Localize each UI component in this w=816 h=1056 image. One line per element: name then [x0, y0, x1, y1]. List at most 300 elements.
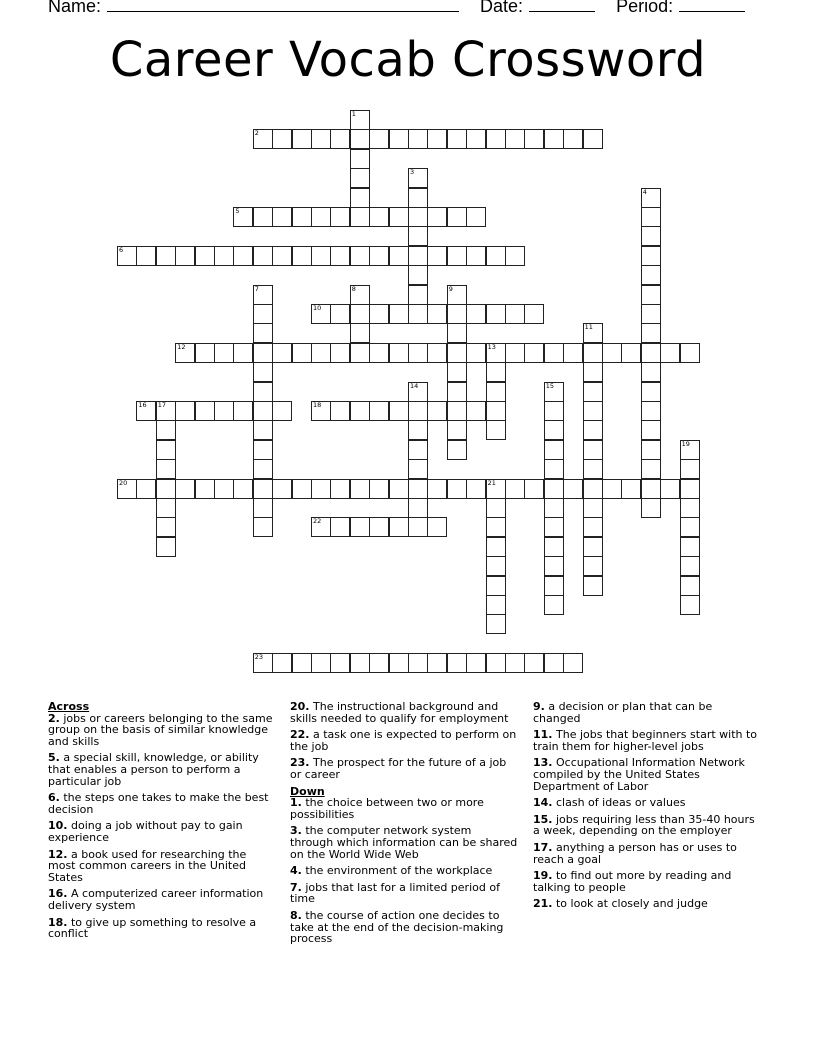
clue-text: the computer network system through which information can be shared on the World Wide Web: [290, 824, 518, 861]
crossword-cell[interactable]: [641, 265, 661, 285]
clue-item: [533, 757, 763, 792]
crossword-cell[interactable]: [680, 595, 700, 615]
crossword-cell[interactable]: [486, 362, 506, 382]
crossword-cell[interactable]: [330, 479, 350, 499]
crossword-cell[interactable]: [466, 401, 486, 421]
crossword-cell[interactable]: [583, 459, 603, 479]
crossword-cell[interactable]: [311, 653, 331, 673]
crossword-cell[interactable]: [272, 129, 292, 149]
crossword-cell[interactable]: [389, 246, 409, 266]
crossword-cell[interactable]: [253, 285, 273, 305]
crossword-cell[interactable]: [641, 479, 661, 499]
crossword-cell[interactable]: [136, 401, 156, 421]
crossword-cell[interactable]: [486, 653, 506, 673]
crossword-cell[interactable]: [350, 207, 370, 227]
clue-number: 5.: [48, 751, 60, 765]
crossword-cell[interactable]: [156, 479, 176, 499]
crossword-cell[interactable]: [408, 129, 428, 149]
crossword-cell[interactable]: [350, 285, 370, 305]
crossword-cell[interactable]: [389, 401, 409, 421]
clue-text: a book used for researching the most common careers in the United States: [48, 847, 247, 884]
crossword-cell[interactable]: [505, 129, 525, 149]
crossword-cell[interactable]: [641, 246, 661, 266]
crossword-cell[interactable]: [253, 498, 273, 518]
crossword-cell[interactable]: [583, 129, 603, 149]
crossword-cell[interactable]: [427, 479, 447, 499]
crossword-cell[interactable]: [389, 207, 409, 227]
crossword-cell[interactable]: [369, 246, 389, 266]
crossword-cell[interactable]: [350, 517, 370, 537]
crossword-cell[interactable]: [292, 343, 312, 363]
crossword-cell[interactable]: [156, 440, 176, 460]
crossword-cell[interactable]: [583, 556, 603, 576]
clue-number-label: 14: [410, 381, 419, 390]
crossword-cell[interactable]: [311, 246, 331, 266]
crossword-cell[interactable]: [408, 420, 428, 440]
crossword-cell[interactable]: [369, 401, 389, 421]
crossword-cell[interactable]: [583, 343, 603, 363]
crossword-cell[interactable]: [447, 401, 467, 421]
crossword-cell[interactable]: [544, 537, 564, 557]
crossword-cell[interactable]: [641, 420, 661, 440]
crossword-cell[interactable]: [369, 653, 389, 673]
crossword-cell[interactable]: [214, 343, 234, 363]
page-title: Career Vocab Crossword: [109, 32, 707, 88]
crossword-cell[interactable]: [389, 653, 409, 673]
crossword-cell[interactable]: [350, 110, 370, 130]
crossword-cell[interactable]: [408, 653, 428, 673]
crossword-cell[interactable]: [641, 188, 661, 208]
crossword-cell[interactable]: [156, 537, 176, 557]
crossword-cell[interactable]: [408, 265, 428, 285]
crossword-cell[interactable]: [466, 343, 486, 363]
clue-number-label: 11: [584, 323, 593, 332]
crossword-cell[interactable]: [466, 479, 486, 499]
crossword-cell[interactable]: [563, 479, 583, 499]
crossword-cell[interactable]: [486, 614, 506, 634]
crossword-cell[interactable]: [408, 226, 428, 246]
crossword-cell[interactable]: [350, 323, 370, 343]
clue-item: [290, 910, 518, 945]
crossword-cell[interactable]: [641, 226, 661, 246]
clue-number: 13.: [533, 756, 553, 770]
crossword-cell[interactable]: [486, 537, 506, 557]
clue-text: jobs or careers belonging to the same group on the basis of similar knowledge and skills: [48, 711, 273, 748]
crossword-cell[interactable]: [408, 401, 428, 421]
clue-number: 10.: [48, 819, 68, 833]
crossword-cell[interactable]: [350, 129, 370, 149]
crossword-cell[interactable]: [427, 517, 447, 537]
crossword-cell[interactable]: [408, 246, 428, 266]
clue-number: 9.: [533, 700, 545, 713]
crossword-cell[interactable]: [350, 246, 370, 266]
crossword-cell[interactable]: [427, 129, 447, 149]
crossword-cell[interactable]: [311, 304, 331, 324]
crossword-cell[interactable]: [544, 420, 564, 440]
clue-item: [290, 882, 518, 905]
crossword-cell[interactable]: [408, 188, 428, 208]
crossword-cell[interactable]: [447, 653, 467, 673]
crossword-cell[interactable]: [156, 246, 176, 266]
crossword-cell[interactable]: [563, 343, 583, 363]
crossword-cell[interactable]: [195, 479, 215, 499]
crossword-cell[interactable]: [447, 420, 467, 440]
crossword-cell[interactable]: [505, 653, 525, 673]
crossword-cell[interactable]: [330, 653, 350, 673]
crossword-cell[interactable]: [389, 479, 409, 499]
crossword-cell[interactable]: [389, 129, 409, 149]
crossword-cell[interactable]: [117, 479, 137, 499]
crossword-cell[interactable]: [466, 246, 486, 266]
crossword-cell[interactable]: [253, 653, 273, 673]
crossword-cell[interactable]: [486, 517, 506, 537]
crossword-cell[interactable]: [175, 479, 195, 499]
crossword-cell[interactable]: [175, 343, 195, 363]
clue-number-label: 18: [313, 401, 322, 409]
crossword-cell[interactable]: [447, 343, 467, 363]
crossword-cell[interactable]: [330, 343, 350, 363]
crossword-cell[interactable]: [544, 479, 564, 499]
crossword-cell[interactable]: [641, 362, 661, 382]
crossword-cell[interactable]: [408, 440, 428, 460]
crossword-cell[interactable]: [524, 479, 544, 499]
crossword-cell[interactable]: [292, 479, 312, 499]
crossword-cell[interactable]: [369, 304, 389, 324]
crossword-cell[interactable]: [330, 401, 350, 421]
clue-text: doing a job without pay to gain experience: [48, 819, 243, 844]
crossword-cell[interactable]: [660, 343, 680, 363]
crossword-cell[interactable]: [544, 440, 564, 460]
crossword-cell[interactable]: [408, 168, 428, 188]
clue-number: 23.: [290, 756, 310, 770]
crossword-cell[interactable]: [486, 479, 506, 499]
crossword-cell[interactable]: [350, 168, 370, 188]
crossword-cell[interactable]: [253, 343, 273, 363]
clue-number-label: 9: [448, 284, 453, 293]
clue-text: clash of ideas or values: [552, 796, 686, 810]
crossword-cell[interactable]: [156, 517, 176, 537]
crossword-cell[interactable]: [447, 440, 467, 460]
crossword-cell[interactable]: [447, 304, 467, 324]
crossword-cell[interactable]: [486, 304, 506, 324]
student-info-header: [48, 0, 749, 17]
crossword-cell[interactable]: [408, 343, 428, 363]
crossword-cell[interactable]: [156, 401, 176, 421]
crossword-cell[interactable]: [680, 556, 700, 576]
crossword-cell[interactable]: [233, 401, 253, 421]
crossword-cell[interactable]: [233, 246, 253, 266]
crossword-cell[interactable]: [524, 653, 544, 673]
crossword-cell[interactable]: [544, 653, 564, 673]
crossword-cell[interactable]: [311, 517, 331, 537]
crossword-cell[interactable]: [544, 595, 564, 615]
crossword-cell[interactable]: [292, 207, 312, 227]
crossword-cell[interactable]: [389, 343, 409, 363]
clue-number-label: 7: [254, 284, 259, 293]
crossword-cell[interactable]: [233, 207, 253, 227]
crossword-cell[interactable]: [214, 401, 234, 421]
crossword-cell[interactable]: [583, 498, 603, 518]
crossword-cell[interactable]: [253, 420, 273, 440]
crossword-cell[interactable]: [447, 479, 467, 499]
crossword-cell[interactable]: [253, 323, 273, 343]
crossword-cell[interactable]: [408, 459, 428, 479]
clue-item: [533, 870, 763, 893]
crossword-cell[interactable]: [447, 362, 467, 382]
crossword-cell[interactable]: [544, 129, 564, 149]
clue-number-label: 4: [642, 187, 647, 196]
crossword-cell[interactable]: [641, 459, 661, 479]
crossword-cell[interactable]: [311, 207, 331, 227]
crossword-cell[interactable]: [602, 479, 622, 499]
crossword-cell[interactable]: [272, 343, 292, 363]
crossword-cell[interactable]: [350, 188, 370, 208]
crossword-cell[interactable]: [486, 343, 506, 363]
crossword-cell[interactable]: [680, 517, 700, 537]
crossword-cell[interactable]: [195, 343, 215, 363]
crossword-cell[interactable]: [214, 246, 234, 266]
crossword-cell[interactable]: [447, 323, 467, 343]
crossword-cell[interactable]: [253, 382, 273, 402]
crossword-cell[interactable]: [233, 343, 253, 363]
clue-text: Occupational Information Network compiled by the United States Department of Labor: [533, 756, 745, 793]
crossword-cell[interactable]: [253, 246, 273, 266]
crossword-cell[interactable]: [272, 479, 292, 499]
crossword-cell[interactable]: [621, 343, 641, 363]
crossword-cell[interactable]: [505, 246, 525, 266]
crossword-cell[interactable]: [466, 304, 486, 324]
crossword-cell[interactable]: [680, 537, 700, 557]
crossword-cell[interactable]: [427, 207, 447, 227]
crossword-cell[interactable]: [272, 401, 292, 421]
clue-number-label: 23: [254, 653, 264, 662]
crossword-cell[interactable]: [466, 207, 486, 227]
crossword-cell[interactable]: [272, 207, 292, 227]
crossword-cell[interactable]: [195, 401, 215, 421]
crossword-cell[interactable]: [292, 129, 312, 149]
crossword-cell[interactable]: [311, 343, 331, 363]
crossword-cell[interactable]: [544, 382, 564, 402]
crossword-cell[interactable]: [156, 498, 176, 518]
crossword-cell[interactable]: [524, 129, 544, 149]
crossword-cell[interactable]: [233, 479, 253, 499]
crossword-cell[interactable]: [486, 576, 506, 596]
clue-text: a decision or plan that can be changed: [533, 700, 713, 725]
crossword-cell[interactable]: [311, 401, 331, 421]
crossword-cell[interactable]: [544, 498, 564, 518]
crossword-cell[interactable]: [641, 382, 661, 402]
crossword-cell[interactable]: [136, 479, 156, 499]
crossword-cell[interactable]: [641, 498, 661, 518]
crossword-cell[interactable]: [350, 304, 370, 324]
crossword-cell[interactable]: [583, 537, 603, 557]
crossword-cell[interactable]: [486, 595, 506, 615]
crossword-cell[interactable]: [427, 304, 447, 324]
crossword-cell[interactable]: [369, 343, 389, 363]
crossword-cell[interactable]: [369, 479, 389, 499]
crossword-cell[interactable]: [621, 479, 641, 499]
clue-item: [533, 842, 763, 865]
crossword-cell[interactable]: [583, 440, 603, 460]
crossword-cell[interactable]: [253, 207, 273, 227]
crossword-cell[interactable]: [408, 304, 428, 324]
crossword-cell[interactable]: [369, 517, 389, 537]
crossword-cell[interactable]: [253, 479, 273, 499]
crossword-cell[interactable]: [583, 401, 603, 421]
crossword-cell[interactable]: [544, 459, 564, 479]
crossword-cell[interactable]: [524, 304, 544, 324]
crossword-cell[interactable]: [408, 479, 428, 499]
crossword-cell[interactable]: [427, 653, 447, 673]
crossword-cell[interactable]: [486, 401, 506, 421]
crossword-cell[interactable]: [641, 401, 661, 421]
crossword-cell[interactable]: [641, 323, 661, 343]
crossword-cell[interactable]: [486, 420, 506, 440]
crossword-cell[interactable]: [486, 498, 506, 518]
crossword-cell[interactable]: [486, 129, 506, 149]
crossword-cell[interactable]: [136, 246, 156, 266]
crossword-cell[interactable]: [505, 343, 525, 363]
crossword-cell[interactable]: [466, 129, 486, 149]
crossword-cell[interactable]: [253, 129, 273, 149]
crossword-cell[interactable]: [272, 653, 292, 673]
crossword-cell[interactable]: [292, 653, 312, 673]
clue-item: [290, 865, 518, 877]
crossword-cell[interactable]: [350, 401, 370, 421]
crossword-cell[interactable]: [486, 556, 506, 576]
crossword-cell[interactable]: [583, 382, 603, 402]
crossword-cell[interactable]: [330, 517, 350, 537]
date-field[interactable]: [529, 0, 595, 12]
crossword-cell[interactable]: [544, 517, 564, 537]
crossword-cell[interactable]: [292, 246, 312, 266]
crossword-cell[interactable]: [447, 285, 467, 305]
crossword-cell[interactable]: [544, 401, 564, 421]
clue-item: [48, 888, 274, 911]
clue-item: [290, 757, 518, 780]
crossword-cell[interactable]: [524, 343, 544, 363]
clue-number: 18.: [48, 915, 68, 929]
crossword-cell[interactable]: [253, 304, 273, 324]
crossword-cell[interactable]: [680, 459, 700, 479]
crossword-cell[interactable]: [447, 207, 467, 227]
crossword-cell[interactable]: [563, 653, 583, 673]
crossword-cell[interactable]: [505, 304, 525, 324]
crossword-cell[interactable]: [350, 149, 370, 169]
crossword-cell[interactable]: [389, 304, 409, 324]
clue-text: a special skill, knowledge, or ability that enables a person to perform a particular job: [48, 751, 259, 788]
crossword-cell[interactable]: [195, 246, 215, 266]
crossword-cell[interactable]: [583, 517, 603, 537]
crossword-cell[interactable]: [214, 479, 234, 499]
crossword-cell[interactable]: [156, 420, 176, 440]
crossword-cell[interactable]: [641, 207, 661, 227]
crossword-cell[interactable]: [505, 479, 525, 499]
crossword-cell[interactable]: [330, 207, 350, 227]
crossword-cell[interactable]: [330, 304, 350, 324]
clue-number-label: 22: [313, 517, 322, 526]
crossword-cell[interactable]: [350, 479, 370, 499]
crossword-cell[interactable]: [427, 246, 447, 266]
crossword-cell[interactable]: [583, 323, 603, 343]
crossword-cell[interactable]: [175, 246, 195, 266]
crossword-cell[interactable]: [389, 517, 409, 537]
crossword-cell[interactable]: [330, 246, 350, 266]
crossword-cell[interactable]: [641, 343, 661, 363]
crossword-cell[interactable]: [583, 479, 603, 499]
clue-number-label: 12: [177, 342, 186, 351]
crossword-cell[interactable]: [272, 246, 292, 266]
crossword-cell[interactable]: [253, 517, 273, 537]
crossword-cell[interactable]: [427, 343, 447, 363]
crossword-cell[interactable]: [544, 343, 564, 363]
crossword-cell[interactable]: [641, 285, 661, 305]
crossword-cell[interactable]: [641, 440, 661, 460]
crossword-cell[interactable]: [408, 382, 428, 402]
crossword-cell[interactable]: [350, 653, 370, 673]
crossword-cell[interactable]: [680, 479, 700, 499]
crossword-cell[interactable]: [680, 440, 700, 460]
crossword-cell[interactable]: [680, 498, 700, 518]
clue-text: The instructional background and skills needed to qualify for employment: [290, 700, 509, 725]
crossword-cell[interactable]: [311, 129, 331, 149]
crossword-cell[interactable]: [427, 401, 447, 421]
clue-number: 12.: [48, 847, 68, 861]
crossword-cell[interactable]: [486, 382, 506, 402]
clues-column-3: [533, 701, 763, 915]
crossword-cell[interactable]: [660, 479, 680, 499]
crossword-cell[interactable]: [641, 304, 661, 324]
crossword-cell[interactable]: [369, 207, 389, 227]
crossword-cell[interactable]: [156, 459, 176, 479]
crossword-cell[interactable]: [544, 576, 564, 596]
crossword-cell[interactable]: [447, 246, 467, 266]
crossword-cell[interactable]: [175, 401, 195, 421]
crossword-cell[interactable]: [544, 556, 564, 576]
crossword-cell[interactable]: [583, 420, 603, 440]
crossword-cell[interactable]: [408, 517, 428, 537]
crossword-cell[interactable]: [253, 362, 273, 382]
crossword-cell[interactable]: [369, 129, 389, 149]
crossword-cell[interactable]: [117, 246, 137, 266]
clue-number-label: 20: [119, 478, 128, 487]
crossword-cell[interactable]: [408, 207, 428, 227]
crossword-cell[interactable]: [680, 576, 700, 596]
clue-number: 17.: [533, 840, 553, 854]
crossword-cell[interactable]: [253, 440, 273, 460]
crossword-cell[interactable]: [583, 576, 603, 596]
crossword-cell[interactable]: [253, 401, 273, 421]
crossword-cell[interactable]: [447, 382, 467, 402]
crossword-cell[interactable]: [563, 129, 583, 149]
crossword-cell[interactable]: [253, 459, 273, 479]
crossword-cell[interactable]: [680, 343, 700, 363]
crossword-cell[interactable]: [311, 479, 331, 499]
crossword-cell[interactable]: [602, 343, 622, 363]
crossword-cell[interactable]: [447, 129, 467, 149]
clue-number: 3.: [290, 824, 302, 838]
crossword-cell[interactable]: [583, 362, 603, 382]
crossword-cell[interactable]: [408, 285, 428, 305]
clue-text: to look at closely and judge: [552, 897, 708, 911]
period-field[interactable]: [679, 0, 745, 12]
crossword-cell[interactable]: [350, 343, 370, 363]
crossword-cell[interactable]: [466, 653, 486, 673]
crossword-cell[interactable]: [330, 129, 350, 149]
crossword-cell[interactable]: [408, 498, 428, 518]
crossword-cell[interactable]: [486, 246, 506, 266]
name-field[interactable]: [107, 0, 459, 12]
